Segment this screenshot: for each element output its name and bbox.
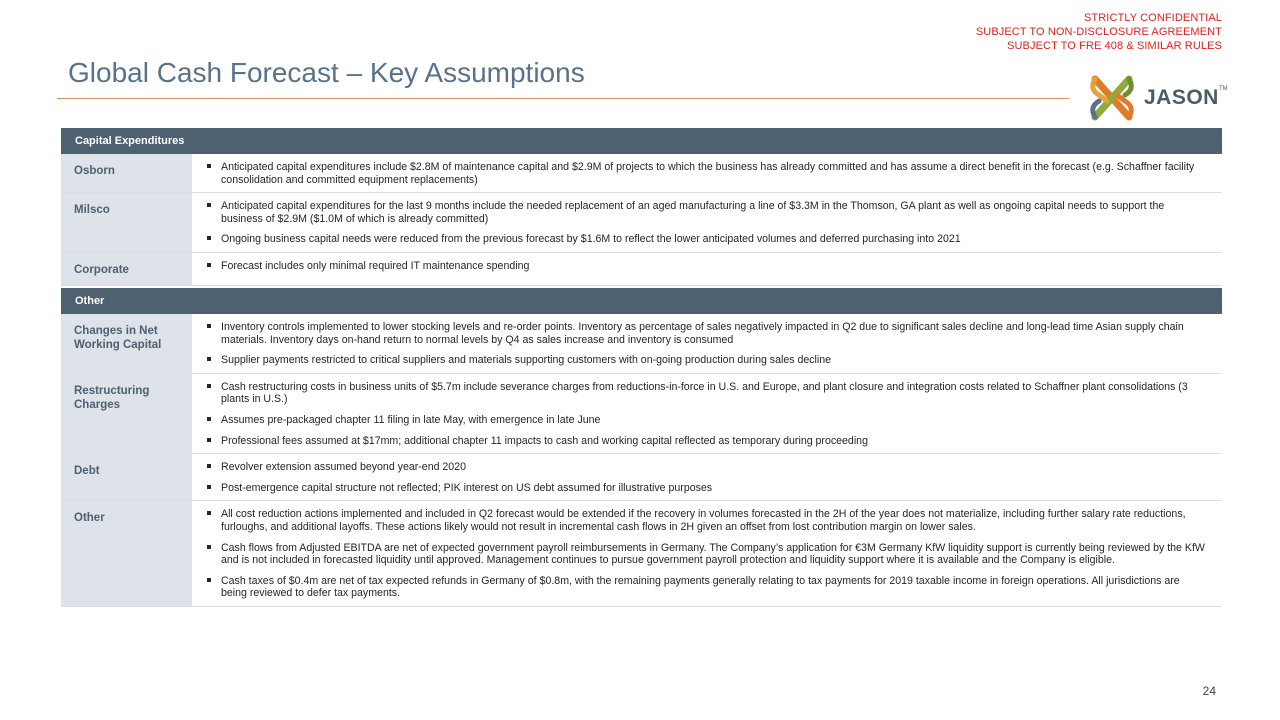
confidentiality-line: STRICTLY CONFIDENTIAL [1084,12,1222,24]
bullet-item: All cost reduction actions implemented and included in Q2 forecast would be extended if the recovery in volumes forecasted in the 2H of the year does not materialize, including further salary rate reductions, furloughs, and additional layoffs. These actions likely would not result in incremental cash flows in 2H given an offset from lost contribution margin on lower sales. [206,508,1208,533]
bullet-item: Professional fees assumed at $17mm; additional chapter 11 impacts to cash and working capital reflected as temporary during proceeding [206,435,1208,448]
table-row [61,314,1222,374]
confidentiality-line: SUBJECT TO FRE 408 & SIMILAR RULES [1007,40,1222,52]
bullet-item: Assumes pre-packaged chapter 11 filing in late May, with emergence in late June [206,414,1208,427]
row-label: Debt [61,454,192,500]
page-title: Global Cash Forecast – Key Assumptions [68,57,585,88]
bullet-item: Anticipated capital expenditures include $2.8M of maintenance capital and $2.9M of projects to which the business has already committed and has assume a direct benefit in the forecast (e.g. Schaffner facility consolidation and committed equipment replacements) [206,161,1208,186]
title-divider [57,98,1069,99]
bullet-item: Anticipated capital expenditures for the last 9 months include the needed replacement of an aged manufacturing a line of $3.3M in the Thomson, GA plant as well as ongoing capital needs to support the business of $2.9M ($1.0M of which is already committed) [206,200,1208,225]
row-content [195,501,1222,606]
assumptions-table [61,128,1222,607]
bullet-item: Inventory controls implemented to lower stocking levels and re-order points. Inventory as percentage of sales negatively impacted in Q2 due to significant sales decline and long-lead time Asian supply chain materials. Inventory days on-hand return to normal levels by Q4 as sales increase and inventory is consumed [206,321,1208,346]
row-label: Restructuring Charges [61,374,192,453]
row-content [195,193,1222,252]
table-row [61,193,1222,253]
confidentiality-line: SUBJECT TO NON-DISCLOSURE AGREEMENT [975,26,1222,38]
logo-wordmark: JASON [1144,86,1219,109]
bullet-item: Cash flows from Adjusted EBITDA are net of expected government payroll reimbursements in Germany. The Company’s application for €3M Germany KfW liquidity support is currently being reviewed by the KfW and is not included in forecasted liquidity until approved. Management continues to pursue government payroll protection and liquidity support where it is available and the Company is eligible. [206,542,1208,567]
confidentiality-notice [976,11,1222,53]
row-content [195,154,1222,192]
row-label: Other [61,501,192,606]
table-row [61,374,1222,454]
row-label: Corporate [61,253,192,285]
row-content [195,454,1222,500]
row-content [195,253,1222,285]
section-header-other: Other [61,288,1222,314]
bullet-item: Ongoing business capital needs were reduced from the previous forecast by $1.6M to reflect the lower anticipated volumes and deferred purchasing into 2021 [206,233,1208,246]
section-header-capex: Capital Expenditures [61,128,1222,154]
bullet-item: Revolver extension assumed beyond year-end 2020 [206,461,1208,474]
logo-mark-icon [1087,71,1137,125]
row-content [195,374,1222,453]
company-logo [1087,71,1227,125]
row-label: Milsco [61,193,192,252]
table-row [61,154,1222,193]
logo-trademark: TM [1219,86,1228,92]
table-row [61,253,1222,286]
bullet-item: Post-emergence capital structure not reflected; PIK interest on US debt assumed for illustrative purposes [206,482,1208,495]
bullet-item: Cash taxes of $0.4m are net of tax expected refunds in Germany of $0.8m, with the remaining payments generally relating to tax payments for 2019 taxable income in foreign operations. All jurisdictions are being reviewed to defer tax payments. [206,575,1208,600]
bullet-item: Supplier payments restricted to critical suppliers and materials supporting customers with on-going production during sales decline [206,354,1208,367]
row-label: Osborn [61,154,192,192]
bullet-item: Cash restructuring costs in business units of $5.7m include severance charges from reductions-in-force in U.S. and Europe, and plant closure and integration costs related to Schaffner plant consolidations (3 plants in U.S.) [206,381,1208,406]
page-number: 24 [1202,684,1216,698]
table-row [61,501,1222,607]
row-label: Changes in Net Working Capital [61,314,192,373]
bullet-item: Forecast includes only minimal required IT maintenance spending [206,260,1208,273]
table-row [61,454,1222,501]
row-content [195,314,1222,373]
